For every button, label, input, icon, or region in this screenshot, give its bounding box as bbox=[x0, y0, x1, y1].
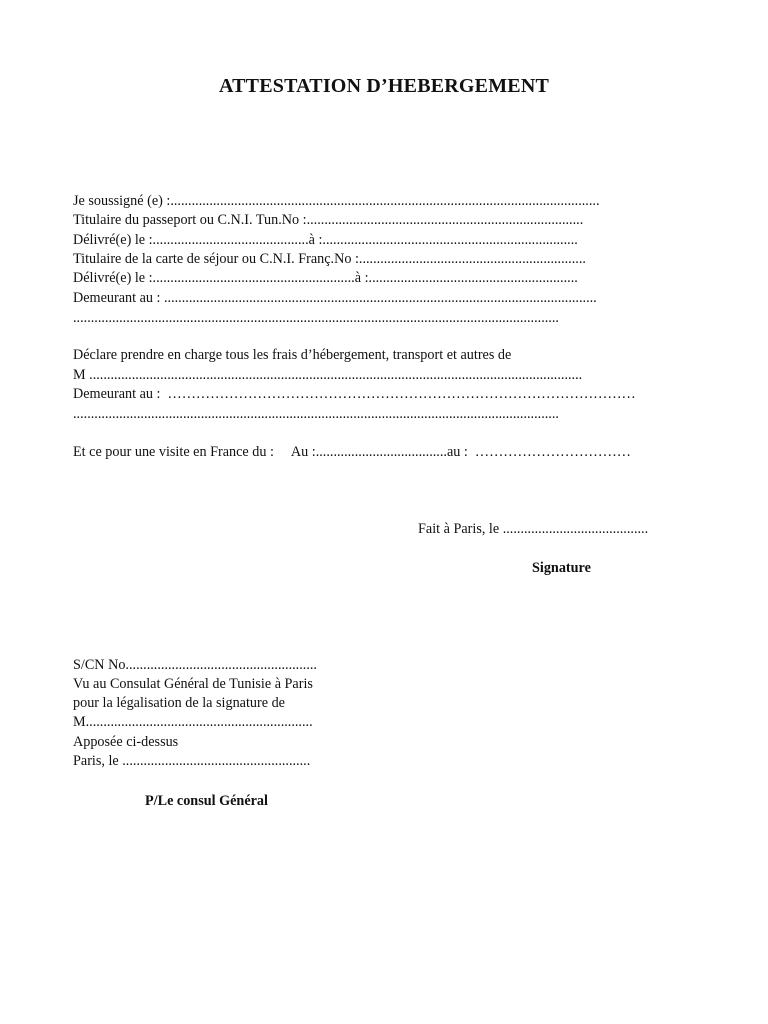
guest-address-continued-line: ......................................................................................................................................... bbox=[73, 406, 559, 422]
host-name-line: Je soussigné (e) :......................................................................................................................... bbox=[73, 193, 600, 209]
place-date-line: Fait à Paris, le ......................................... bbox=[418, 521, 649, 537]
consulate-name-line: M................................................................ bbox=[73, 714, 313, 730]
host-passport-line: Titulaire du passeport ou C.N.I. Tun.No :.............................................................................. bbox=[73, 212, 584, 228]
consulate-seen-line: Vu au Consulat Général de Tunisie à Paris bbox=[73, 676, 313, 692]
consulate-date-line: Paris, le ..................................................... bbox=[73, 753, 311, 769]
consulate-legalisation-line: pour la légalisation de la signature de bbox=[73, 695, 285, 711]
host-residence-card-line: Titulaire de la carte de séjour ou C.N.I. Franç.No :................................................................ bbox=[73, 251, 586, 267]
document-title: ATTESTATION D’HEBERGEMENT bbox=[218, 75, 550, 97]
host-address-continued-line: ......................................................................................................................................... bbox=[73, 310, 559, 326]
host-residence-card-issued-line: Délivré(e) le :.........................................................à :........................................................... bbox=[73, 270, 578, 286]
signature-label: Signature bbox=[532, 560, 591, 576]
visit-dates-line: Et ce pour une visite en France du : Au :.....................................au : …………………………… bbox=[73, 444, 631, 460]
guest-name-line: M ........................................................................................................................................... bbox=[73, 367, 583, 383]
host-address-line: Demeurant au : .......................................................................................................................... bbox=[73, 290, 597, 306]
consulate-affixed-line: Apposée ci-dessus bbox=[73, 734, 179, 750]
consulate-number-line: S/CN No...................................................... bbox=[73, 657, 317, 673]
host-passport-issued-line: Délivré(e) le :............................................à :........................................................................ bbox=[73, 232, 578, 248]
consul-general-label: P/Le consul Général bbox=[145, 793, 268, 809]
guest-declaration-line: Déclare prendre en charge tous les frais d’hébergement, transport et autres de bbox=[73, 347, 512, 363]
guest-address-line: Demeurant au : ……………………………………………………………………………………… bbox=[73, 386, 636, 402]
